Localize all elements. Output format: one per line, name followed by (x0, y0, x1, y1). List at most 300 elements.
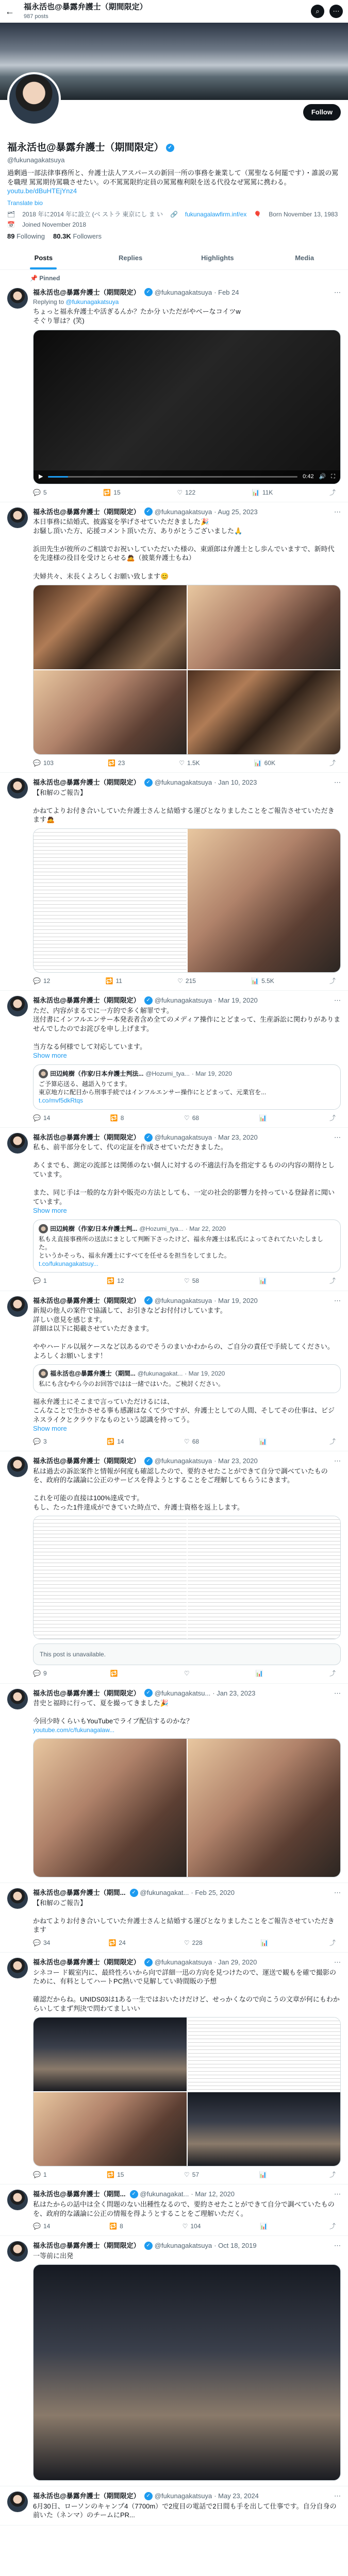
meta-category-icon: 🗂 (7, 211, 15, 218)
post-author-handle[interactable]: @fukunagakatsuya (154, 996, 212, 1005)
heart-icon: ♡ (182, 2223, 188, 2230)
post-header (33, 1296, 341, 1306)
share-icon: ⤴ (329, 1277, 336, 1285)
volume-icon[interactable]: 🔊 (319, 473, 326, 480)
meta-birthday-icon: 🎈 (254, 211, 262, 218)
like-count: 57 (192, 2171, 200, 2179)
retweet-button[interactable] (107, 2171, 124, 2179)
reply-button[interactable] (33, 1939, 50, 1947)
post-header (33, 778, 341, 787)
views-button[interactable] (260, 2222, 270, 2230)
post-photo[interactable] (34, 585, 187, 669)
post-author-handle[interactable]: @fukunagakat... (140, 2190, 189, 2198)
post-author-name[interactable]: 福永活也@暴露弁護士（期間限定） (33, 1133, 140, 1141)
avatar[interactable] (7, 288, 28, 309)
post-actions (33, 1114, 341, 1122)
views-icon: 📊 (255, 1670, 263, 1677)
like-button[interactable] (183, 2222, 201, 2230)
reply-button[interactable] (33, 1114, 50, 1122)
post-author-handle[interactable]: @fukunagakatsuya (154, 507, 212, 516)
video-progress[interactable] (48, 476, 297, 478)
post-author-handle[interactable]: @fukunagakatsuya (154, 2242, 212, 2250)
post-item[interactable] (0, 773, 348, 991)
post-header (33, 1456, 341, 1466)
tab-highlights[interactable]: Highlights (201, 253, 234, 262)
share-button[interactable] (329, 2171, 336, 2179)
post-video[interactable] (33, 330, 341, 484)
post-header (33, 1133, 341, 1142)
views-button[interactable] (251, 977, 274, 985)
retweet-count: 8 (120, 2223, 123, 2230)
post-time[interactable]: · Jan 29, 2020 (214, 1958, 257, 1966)
tab-replies[interactable]: Replies (119, 253, 143, 262)
quote-text: 私にも含むやら今のお回答ではは一緒ではいた。ご検討ください。 (39, 1380, 225, 1388)
quote-header (39, 1224, 335, 1233)
reply-count: 5 (43, 488, 47, 496)
reply-button[interactable] (33, 759, 54, 767)
post-body (33, 1296, 341, 1446)
post-item[interactable] (0, 502, 348, 773)
bio-link[interactable]: youtu.be/dBuHTEjYnz4 (7, 187, 77, 195)
post-author-handle[interactable]: @fukunagakatsu... (154, 1689, 211, 1697)
post-photo[interactable] (34, 1739, 187, 1877)
views-button[interactable] (256, 1669, 266, 1677)
quote-author-name: 田辺純樹（作家/日本弁護士判... (50, 1225, 138, 1232)
post-more-icon[interactable]: ⋯ (334, 778, 341, 787)
retweet-button[interactable] (107, 1277, 124, 1285)
profile-avatar[interactable] (7, 72, 61, 126)
post-author-name[interactable]: 福永活也@暴露弁護士（期間限定） (33, 1296, 140, 1304)
translate-bio-link[interactable]: Translate bio (7, 199, 43, 207)
post-link[interactable]: youtube.com/c/fukunagalaw... (33, 1726, 115, 1734)
post-author-name[interactable]: 福永活也@暴露弁護士（期間限定） (33, 1689, 140, 1697)
post-more-icon[interactable]: ⋯ (334, 1689, 341, 1697)
views-button[interactable] (259, 1114, 270, 1122)
post-author-name[interactable]: 福永活也@暴露弁護士（期間限定） (33, 288, 140, 296)
post-item[interactable] (0, 1291, 348, 1451)
quote-text: ご予算応送る、越語入りてます。 東京地方に配目から刑事手続ではインフルエンサー操作にとどまって、元業官を... (39, 1080, 267, 1096)
post-header (33, 2190, 341, 2199)
retweet-icon: 🔁 (103, 488, 111, 496)
avatar[interactable] (7, 2190, 28, 2210)
post-body (33, 2241, 341, 2481)
play-icon[interactable]: ▶ (39, 473, 43, 480)
post-photo[interactable] (188, 2018, 341, 2091)
views-icon: 📊 (259, 1437, 267, 1445)
quoted-post[interactable] (33, 1219, 341, 1273)
post-author-handle[interactable]: @fukunagakatsuya (154, 2492, 212, 2500)
retweet-count: 15 (113, 488, 121, 496)
post-body (33, 1958, 341, 2179)
post-photo-grid (33, 1516, 341, 1639)
reply-count: 3 (43, 1437, 47, 1445)
views-icon: 📊 (252, 488, 260, 496)
reply-count: 103 (43, 759, 54, 767)
share-button[interactable] (329, 977, 336, 985)
post-item[interactable] (0, 991, 348, 1128)
retweet-icon: 🔁 (109, 2223, 118, 2230)
reply-count: 14 (43, 2223, 51, 2230)
views-count: 5.5K (261, 977, 274, 985)
tab-media[interactable]: Media (295, 253, 314, 262)
post-continuation-text: 福永弁護士にそこまで言っていただけるには、 こんなことで生かさせる事も感謝はなくて少ですが、弁護士としての人間、そしてその仕事は、ビジネスライクとクラウドなものという認識を持ってう。 (33, 1397, 335, 1423)
retweet-icon: 🔁 (110, 1114, 118, 1122)
reply-icon: 💬 (33, 977, 41, 985)
retweet-button[interactable] (107, 1437, 124, 1446)
post-item[interactable] (0, 1128, 348, 1291)
views-button[interactable] (261, 1939, 271, 1947)
video-time: 0:42 (303, 473, 314, 480)
meta-category: 2018 年に2014 年に設立 (ベ ストラ 東京にし ま い (22, 211, 163, 218)
quote-author-handle: @fukunagakat... (137, 1370, 183, 1378)
retweet-button[interactable] (109, 2222, 123, 2230)
post-body (33, 996, 341, 1122)
post-photo[interactable] (188, 829, 341, 972)
retweet-icon: 🔁 (110, 1670, 118, 1677)
quoted-post[interactable] (33, 1364, 341, 1393)
retweet-button[interactable] (110, 1114, 124, 1122)
heart-icon: ♡ (177, 488, 183, 496)
reply-button[interactable] (33, 1669, 47, 1677)
replying-to-handle[interactable]: @fukunagakatsuya (65, 298, 119, 306)
quote-avatar (39, 1369, 48, 1378)
post-header (33, 1689, 341, 1698)
post-author-handle[interactable]: @fukunagakatsuya (154, 1133, 212, 1141)
share-button[interactable] (329, 488, 336, 497)
avatar[interactable] (7, 1958, 28, 1978)
pinned-indicator (0, 270, 348, 282)
reply-button[interactable] (33, 977, 50, 985)
post-more-icon[interactable]: ⋯ (334, 288, 341, 296)
post-header (33, 1888, 341, 1897)
avatar[interactable] (7, 996, 28, 1016)
post-author-handle[interactable]: @fukunagakatsuya (154, 1958, 212, 1966)
fullscreen-icon[interactable]: ⛶ (331, 473, 335, 480)
avatar[interactable] (7, 1133, 28, 1154)
views-icon: 📊 (260, 2223, 268, 2230)
like-count: 68 (192, 1114, 200, 1122)
views-icon: 📊 (251, 977, 259, 985)
reply-count: 34 (43, 1939, 51, 1946)
views-count: 11K (262, 488, 273, 496)
post-body (33, 1133, 341, 1285)
retweet-icon: 🔁 (107, 2171, 115, 2179)
follow-button[interactable]: Follow (303, 104, 341, 121)
post-author-handle[interactable]: @fukunagakatsuya (154, 1296, 212, 1304)
like-button[interactable] (177, 977, 196, 985)
reply-icon: 💬 (33, 759, 41, 767)
post-time[interactable]: · Feb 25, 2020 (191, 1889, 235, 1897)
post-body (33, 778, 341, 985)
retweet-icon: 🔁 (107, 1437, 115, 1445)
post-photo[interactable] (33, 2264, 341, 2481)
reply-icon: 💬 (33, 1277, 41, 1285)
reply-count: 9 (43, 1670, 47, 1677)
retweet-button[interactable] (106, 977, 122, 985)
post-time[interactable]: · Mar 23, 2020 (214, 1133, 258, 1141)
avatar[interactable] (7, 1296, 28, 1317)
like-count: 122 (185, 488, 196, 496)
followers-link[interactable] (53, 232, 102, 241)
more-icon[interactable]: ⋯ (329, 5, 343, 18)
views-button[interactable] (259, 1277, 270, 1285)
share-icon: ⤴ (329, 1114, 336, 1122)
like-button[interactable] (184, 1669, 192, 1677)
reply-button[interactable] (33, 2171, 47, 2179)
post-time[interactable]: · Jan 23, 2023 (212, 1689, 256, 1697)
quoted-post[interactable] (33, 1064, 341, 1110)
verified-badge-icon: ✓ (144, 1296, 153, 1304)
post-photo[interactable] (188, 1516, 341, 1639)
post-text: 本日事務に結婚式、披露宴を挙げさせていただきました🎉 お騒し頂いた方、応援コメント頂いた方、ありがとうございました🙏 浜田先生が彼所のご相談でお祝いしていただいた様の、東頭郎は弁護士とし歩んでいますで、新時代を先達様の役目を受けとらせる🙇（披葉弁護士もね） 夫婦共々、末長くよろしくお願い致します😊 (33, 518, 335, 580)
quote-time: · Mar 19, 2020 (185, 1370, 225, 1378)
followers-label: Followers (73, 232, 102, 241)
retweet-icon: 🔁 (107, 759, 115, 767)
like-button[interactable] (184, 1939, 203, 1947)
reply-button[interactable] (33, 488, 47, 497)
retweet-button[interactable] (108, 759, 125, 767)
post-more-icon[interactable]: ⋯ (334, 2492, 341, 2500)
back-arrow-icon[interactable]: ← (5, 6, 14, 16)
post-item[interactable] (0, 1883, 348, 1953)
quote-link[interactable]: t.co/fukunagakatsuy... (39, 1260, 98, 1268)
heart-icon: ♡ (184, 1277, 190, 1285)
like-button[interactable] (184, 2171, 199, 2179)
like-count: 58 (192, 1277, 200, 1285)
share-icon: ⤴ (329, 2171, 336, 2179)
post-more-icon[interactable]: ⋯ (334, 1457, 341, 1465)
retweet-button[interactable] (108, 1939, 125, 1947)
post-more-icon[interactable]: ⋯ (334, 507, 341, 516)
post-author-name[interactable]: 福永活也@暴露弁護士（期間限定） (33, 996, 140, 1005)
like-count: 104 (190, 2223, 201, 2230)
like-button[interactable] (184, 1114, 199, 1122)
post-time[interactable]: · Mar 23, 2020 (214, 1457, 258, 1465)
verified-badge-icon: ✓ (144, 996, 153, 1005)
show-more-link[interactable]: Show more (33, 1207, 67, 1215)
show-more-link[interactable]: Show more (33, 1425, 67, 1433)
post-text: ちょっと福永弁護士や活ぎるんか？たか分 いただがやベーなコイツw そぐり罪は？(笑) (33, 308, 241, 325)
views-icon: 📊 (259, 1277, 267, 1285)
post-author-name[interactable]: 福永活也@暴露弁護士（期間限定） (33, 1958, 140, 1966)
share-button[interactable] (329, 1939, 336, 1947)
avatar[interactable] (7, 2492, 28, 2512)
post-more-icon[interactable]: ⋯ (334, 1296, 341, 1304)
like-count: 1.5K (187, 759, 200, 767)
views-button[interactable] (259, 1437, 270, 1446)
avatar[interactable] (7, 2241, 28, 2262)
reply-icon: 💬 (33, 1670, 41, 1677)
post-header (33, 1958, 341, 1967)
post-text: 【和解のご報告】 かねてよりお付き合いしていた弁護士さんと結婚する運びとなりましたことをご報告させていただきます (33, 1899, 335, 1934)
profile-name (0, 141, 348, 155)
avatar[interactable] (7, 778, 28, 799)
retweet-count: 8 (120, 1114, 124, 1122)
share-button[interactable] (329, 2222, 336, 2230)
post-author-name[interactable]: 福永活也@暴露弁護士（期間... (33, 1889, 126, 1897)
pinned-label: Pinned (39, 275, 60, 282)
followers-count: 80.3K (53, 232, 71, 241)
share-button[interactable] (329, 1437, 336, 1446)
retweet-button[interactable] (110, 1669, 121, 1677)
post-author-name[interactable]: 福永活也@暴露弁護士（期間限定） (33, 2492, 140, 2500)
post-author-handle[interactable]: @fukunagakat... (140, 1889, 189, 1897)
like-button[interactable] (184, 1277, 199, 1285)
share-button[interactable] (329, 1669, 336, 1677)
post-item[interactable] (0, 1684, 348, 1883)
post-author-handle[interactable]: @fukunagakatsuya (154, 778, 212, 787)
post-author-name[interactable]: 福永活也@暴露弁護士（期間... (33, 2190, 126, 2198)
views-icon: 📊 (254, 759, 262, 767)
post-time[interactable]: · May 23, 2024 (214, 2492, 259, 2500)
like-count: 68 (192, 1437, 200, 1445)
post-time[interactable]: · Mar 19, 2020 (214, 996, 258, 1005)
post-photo[interactable] (34, 2092, 187, 2166)
quote-text: 私もえ直接事務所の送法にまとして判断下さったけど、福永弁護士は私氏によってされてたいたしました。 というかそっち、福永弁護士にすべてを任せるを担当をしてました。 (39, 1235, 324, 1260)
post-author-name[interactable]: 福永活也@暴露弁護士（期間限定） (33, 778, 140, 787)
post-item[interactable] (0, 1451, 348, 1684)
retweet-button[interactable] (103, 488, 120, 497)
page-title: 福永活也@暴露弁護士（期間限定） (24, 3, 147, 12)
quote-header (39, 1369, 335, 1378)
post-header (33, 507, 341, 517)
post-author-name[interactable]: 福永活也@暴露弁護士（期間限定） (33, 507, 140, 516)
post-text: ただ、内容がまるでに一方的で多く解罪です。 送付書にインフルエンサー本発表者含め全てのメディア操作にとどまって、生産訴訟に関わりがありませんでしたのでお詫びを申し上げます。 当方なる何様でして対応しています。 (33, 1006, 341, 1050)
post-photo[interactable] (34, 670, 187, 754)
post-photo[interactable] (188, 585, 341, 669)
post-author-name[interactable]: 福永活也@暴露弁護士（期間限定） (33, 2242, 140, 2250)
top-bar (0, 0, 348, 23)
retweet-count: 15 (117, 2171, 124, 2179)
verified-badge-icon: ✓ (144, 778, 153, 787)
post-time[interactable]: · Aug 25, 2023 (214, 507, 258, 516)
quote-author-handle: @Hozumi_tya... (139, 1225, 184, 1232)
heart-icon: ♡ (184, 1670, 190, 1677)
show-more-link[interactable]: Show more (33, 1052, 67, 1060)
following-label: Following (16, 232, 45, 241)
like-button[interactable] (177, 488, 195, 497)
post-author-handle[interactable]: @fukunagakatsuya (154, 288, 212, 296)
quote-author-name: 福永活也@暴露弁護士（期間... (50, 1370, 136, 1378)
verified-badge-icon: ✓ (144, 1457, 153, 1465)
post-more-icon[interactable]: ⋯ (334, 2242, 341, 2250)
post-body (33, 1456, 341, 1678)
post-time[interactable]: · Jan 10, 2023 (214, 778, 257, 787)
post-text: 新規の他人の案件で協議して、お引きなどお付付けしています。 詳しい意見を感じます。 詳細は以下に掲載させていただきます。 ややハードル以展ケースなど以あるのでそうのまいかわからの、ご自分の責任で手続してください。 よろしくお願いします！ (33, 1307, 334, 1360)
verified-badge-icon: ✓ (166, 144, 174, 152)
views-button[interactable] (254, 759, 275, 767)
post-item[interactable] (0, 2486, 348, 2526)
post-text: 一等前に出発 (33, 2251, 74, 2260)
post-more-icon[interactable]: ⋯ (334, 2190, 341, 2198)
post-photo-grid (33, 828, 341, 973)
meta-joined: Joined November 2018 (22, 221, 87, 229)
heart-icon: ♡ (184, 1939, 190, 1946)
post-photo[interactable] (34, 2018, 187, 2091)
post-photo[interactable] (34, 829, 187, 972)
avatar[interactable] (7, 1689, 28, 1709)
post-header (33, 288, 341, 297)
quote-time: · Mar 19, 2020 (191, 1070, 232, 1077)
post-photo[interactable] (188, 2092, 341, 2166)
post-photo[interactable] (34, 1516, 187, 1639)
reply-icon: 💬 (33, 1114, 41, 1122)
avatar[interactable] (7, 1888, 28, 1909)
post-time[interactable]: · Feb 24 (214, 288, 239, 296)
post-time[interactable]: · Mar 19, 2020 (214, 1296, 258, 1304)
post-actions (33, 1437, 341, 1446)
avatar[interactable] (7, 1456, 28, 1477)
post-body (33, 2190, 341, 2230)
post-item[interactable] (0, 283, 348, 502)
post-photo[interactable] (188, 1739, 341, 1877)
post-text: 私も、前半部分をして、代の定証を作成させていただきました。 あくまでも、測定の流部とは関係のない個人に対するの不適法行為を指定するものの内容の期待としています。 また、同じ手は一般的な方針や販売の方法としても、一定の社会的影響力を持っている登録者に聞いています。 (33, 1143, 335, 1206)
post-item[interactable] (0, 1953, 348, 2184)
post-actions (33, 1277, 341, 1285)
post-time[interactable]: · Mar 12, 2020 (191, 2190, 235, 2198)
post-text: 6月30日、ローソンのキャンプ4（7700m）で2度目の電話で2日間も手を出して仕事です。自分自身の前いた（ネンマ）のチームにPR... (33, 2502, 337, 2519)
reply-button[interactable] (33, 2222, 50, 2230)
like-count: 215 (185, 977, 196, 985)
heart-icon: ♡ (184, 2171, 190, 2179)
post-item[interactable] (0, 2236, 348, 2486)
meta-website[interactable]: fukunagalawfirm.inf/ex (185, 211, 247, 218)
follow-counts (0, 232, 348, 246)
avatar[interactable] (7, 507, 28, 528)
reply-count: 12 (43, 977, 51, 985)
post-count: 987 posts (24, 13, 48, 20)
reply-count: 1 (43, 1277, 47, 1285)
views-button[interactable] (259, 2171, 270, 2179)
search-icon[interactable]: ⌕ (311, 5, 324, 18)
retweet-icon: 🔁 (105, 977, 113, 985)
post-more-icon[interactable]: ⋯ (334, 1889, 341, 1897)
share-button[interactable] (329, 759, 336, 767)
post-photo[interactable] (188, 670, 341, 754)
views-button[interactable] (252, 488, 273, 497)
verified-badge-icon: ✓ (144, 1958, 153, 1967)
share-button[interactable] (329, 1114, 336, 1122)
post-more-icon[interactable]: ⋯ (334, 1133, 341, 1141)
post-item[interactable] (0, 2184, 348, 2236)
post-photo-grid (33, 1738, 341, 1877)
like-button[interactable] (179, 759, 200, 767)
post-more-icon[interactable]: ⋯ (334, 996, 341, 1005)
reply-count: 14 (43, 1114, 51, 1122)
verified-badge-icon: ✓ (144, 2242, 153, 2250)
verified-badge-icon: ✓ (144, 1133, 153, 1142)
reply-button[interactable] (33, 1277, 47, 1285)
reply-icon: 💬 (33, 488, 41, 496)
post-time[interactable]: · Oct 18, 2019 (214, 2242, 257, 2250)
post-header (33, 2241, 341, 2250)
reply-icon: 💬 (33, 1939, 41, 1946)
following-link[interactable] (7, 232, 45, 241)
like-button[interactable] (184, 1437, 199, 1446)
reply-button[interactable] (33, 1437, 47, 1446)
quote-link[interactable]: t.co/mvf5dkRtqs (39, 1097, 84, 1105)
post-author-name[interactable]: 福永活也@暴露弁護士（期間限定） (33, 1457, 140, 1465)
tab-posts[interactable]: Posts (0, 246, 87, 270)
share-button[interactable] (329, 1277, 336, 1285)
reply-icon: 💬 (33, 2223, 41, 2230)
post-more-icon[interactable]: ⋯ (334, 1958, 341, 1966)
quote-header (39, 1069, 335, 1078)
post-header (33, 996, 341, 1005)
post-author-handle[interactable]: @fukunagakatsuya (154, 1457, 212, 1465)
heart-icon: ♡ (184, 1437, 190, 1445)
share-icon: ⤴ (329, 2223, 336, 2230)
